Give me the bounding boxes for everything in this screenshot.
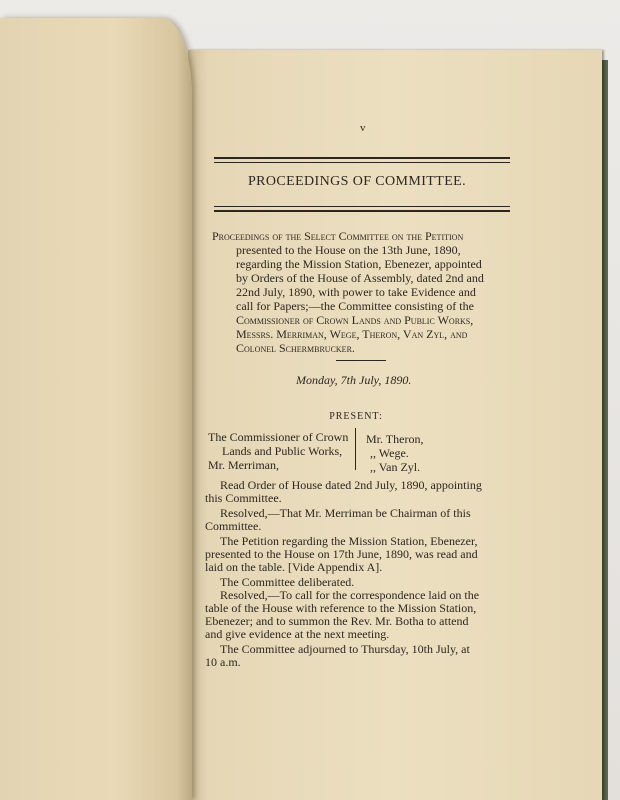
- present-right-item: ,, Wege.: [370, 446, 409, 460]
- present-divider: [355, 428, 356, 470]
- meeting-date: Monday, 7th July, 1890.: [296, 373, 412, 387]
- top-rule-thin: [214, 162, 510, 163]
- minute-line: Ebenezer; and to summon the Rev. Mr. Botha to attend: [205, 614, 469, 628]
- section-divider: [336, 360, 386, 361]
- preamble-line: Proceedings of the Select Committee on the Petition: [212, 229, 464, 243]
- minute-line: Resolved,—That Mr. Merriman be Chairman of this: [220, 506, 471, 520]
- preamble-line: 22nd July, 1890, with power to take Evidence and: [236, 285, 476, 299]
- minute-line: The Committee deliberated.: [220, 575, 355, 589]
- minute-line: 10 a.m.: [205, 655, 241, 669]
- preamble-line: presented to the House on the 13th June, 1890,: [236, 243, 461, 257]
- title-rule-thin: [214, 206, 510, 207]
- preamble-line: by Orders of the House of Assembly, dated 2nd and: [236, 271, 484, 285]
- present-right-item: ,, Van Zyl.: [370, 460, 421, 474]
- minute-line: The Petition regarding the Mission Station, Ebenezer,: [220, 534, 478, 548]
- minute-line: The Committee adjourned to Thursday, 10th July, at: [220, 642, 470, 656]
- present-left-item: The Commissioner of Crown: [208, 430, 349, 444]
- preamble-line: Colonel Schermbrucker.: [236, 341, 355, 355]
- minute-line: this Committee.: [205, 491, 282, 505]
- top-rule-thick: [214, 157, 510, 159]
- preamble-line: Commissioner of Crown Lands and Public Works,: [236, 313, 474, 327]
- title-rule-thick: [214, 210, 510, 212]
- preamble-line: regarding the Mission Station, Ebenezer, appointed: [236, 257, 482, 271]
- present-left-item: Lands and Public Works,: [222, 444, 343, 458]
- minute-line: Read Order of House dated 2nd July, 1890, appointing: [220, 478, 482, 492]
- left-page-leaf: [0, 18, 192, 800]
- present-heading: PRESENT:: [329, 411, 383, 422]
- page-number: v: [360, 122, 366, 134]
- minute-line: laid on the table. [Vide Appendix A].: [205, 560, 383, 574]
- minute-line: table of the House with reference to the Mission Station,: [205, 601, 477, 615]
- minute-line: Committee.: [205, 519, 262, 533]
- minute-line: presented to the House on 17th June, 1890, was read and: [205, 547, 478, 561]
- minute-line: Resolved,—To call for the correspondence laid on the: [220, 588, 480, 602]
- present-right-item: Mr. Theron,: [366, 432, 424, 446]
- present-left-item: Mr. Merriman,: [208, 458, 279, 472]
- page-title: PROCEEDINGS OF COMMITTEE.: [247, 174, 467, 189]
- preamble-line: Messrs. Merriman, Wege, Theron, Van Zyl, and: [236, 327, 468, 341]
- preamble-line: call for Papers;—the Committee consisting of the: [236, 299, 474, 313]
- minute-line: and give evidence at the next meeting.: [205, 627, 390, 641]
